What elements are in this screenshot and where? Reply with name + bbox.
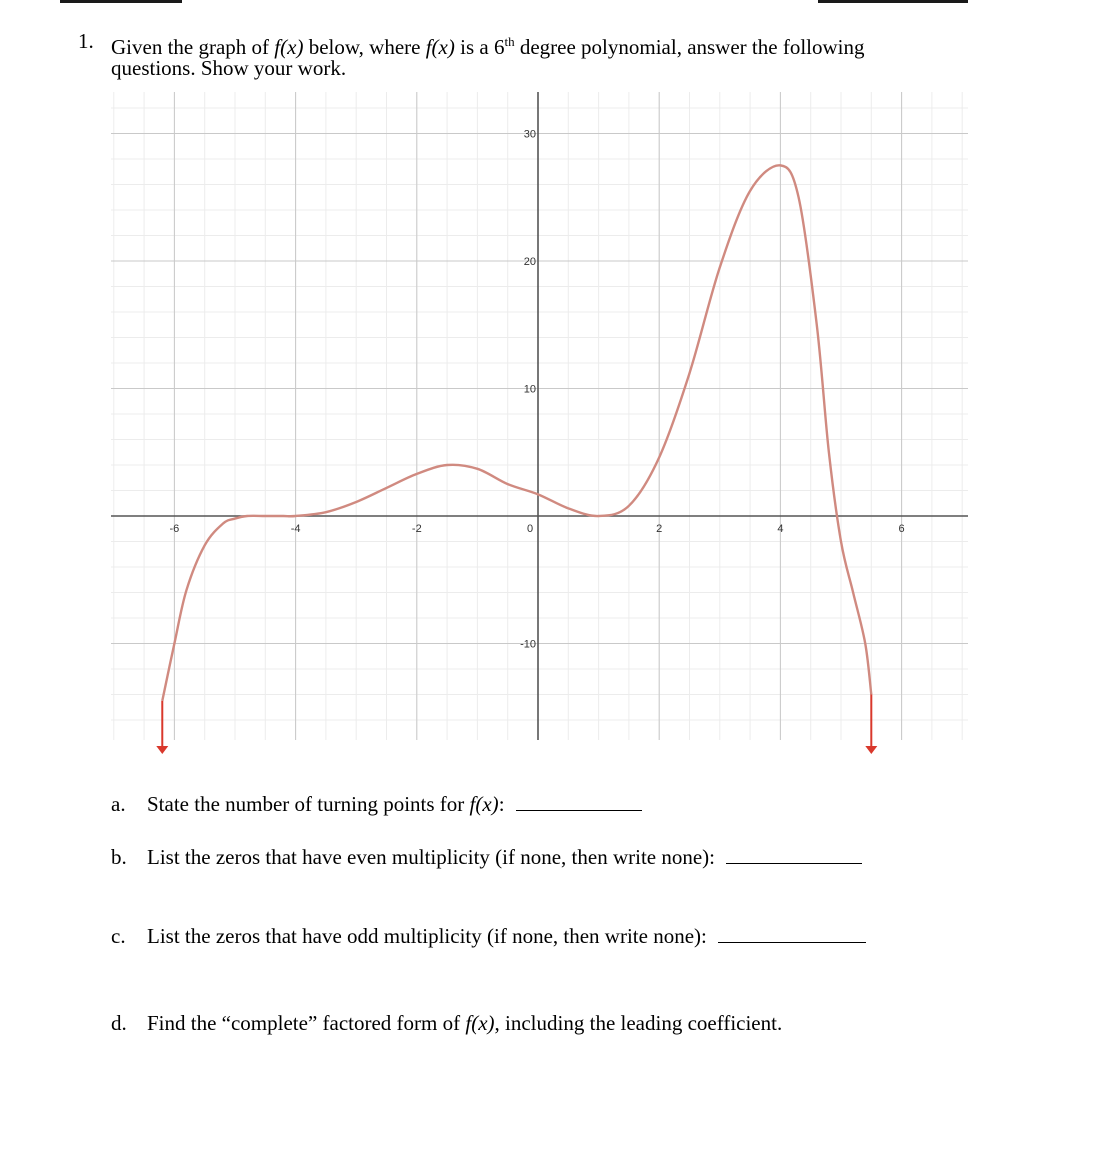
- y-tick-label: -10: [520, 638, 536, 651]
- part-b: [111, 843, 862, 871]
- end-arrow-head: [865, 746, 877, 754]
- grid-minor: [111, 92, 968, 740]
- part-a-answer-blank[interactable]: [516, 790, 642, 811]
- part-d: [111, 1010, 782, 1037]
- x-tick-label: -4: [290, 523, 301, 535]
- part-d-text: Find the “complete” factored form of: [147, 1011, 466, 1035]
- question-number: 1.: [78, 29, 94, 53]
- x-tick-label: 2: [656, 523, 663, 535]
- x-tick-label: 6: [898, 523, 905, 535]
- y-tick-label: 10: [523, 383, 536, 396]
- part-c-answer-blank[interactable]: [718, 922, 866, 943]
- y-tick-label: 0: [526, 523, 534, 535]
- y-tick-label: 20: [523, 256, 536, 268]
- part-a-colon: :: [498, 792, 505, 816]
- x-tick-label: -2: [411, 523, 422, 535]
- part-a: [111, 790, 642, 818]
- y-tick-label: 30: [523, 128, 536, 141]
- part-d-text-end: , including the leading coefficient.: [494, 1011, 783, 1035]
- end-arrow-head: [156, 746, 168, 754]
- part-d-fx: f(x): [465, 1011, 495, 1035]
- question-text-line-2: questions. Show your work.: [111, 56, 347, 80]
- grid-major: [111, 92, 968, 740]
- part-c-label: c.: [111, 924, 126, 948]
- question-text-line-1: Given the graph of f(x) below, where f(x) is a 6th degree polynomial, answer the following: [111, 34, 865, 59]
- curve-series-f: [162, 165, 871, 701]
- part-d-label: d.: [111, 1011, 127, 1035]
- curve: [156, 165, 877, 754]
- x-tick-label: 4: [777, 523, 784, 535]
- axes: [111, 92, 968, 740]
- x-tick-label: -6: [169, 523, 180, 535]
- part-b-text: List the zeros that have even multiplicity (if none, then write none):: [147, 845, 715, 869]
- part-b-answer-blank[interactable]: [726, 843, 862, 864]
- part-c: [111, 922, 866, 950]
- part-a-label: a.: [111, 792, 126, 816]
- part-c-text: List the zeros that have odd multiplicity (if none, then write none):: [147, 924, 707, 948]
- part-a-text: State the number of turning points for: [147, 792, 470, 816]
- part-a-fx: f(x): [469, 792, 499, 816]
- tick-labels: [170, 129, 905, 651]
- part-b-label: b.: [111, 845, 127, 869]
